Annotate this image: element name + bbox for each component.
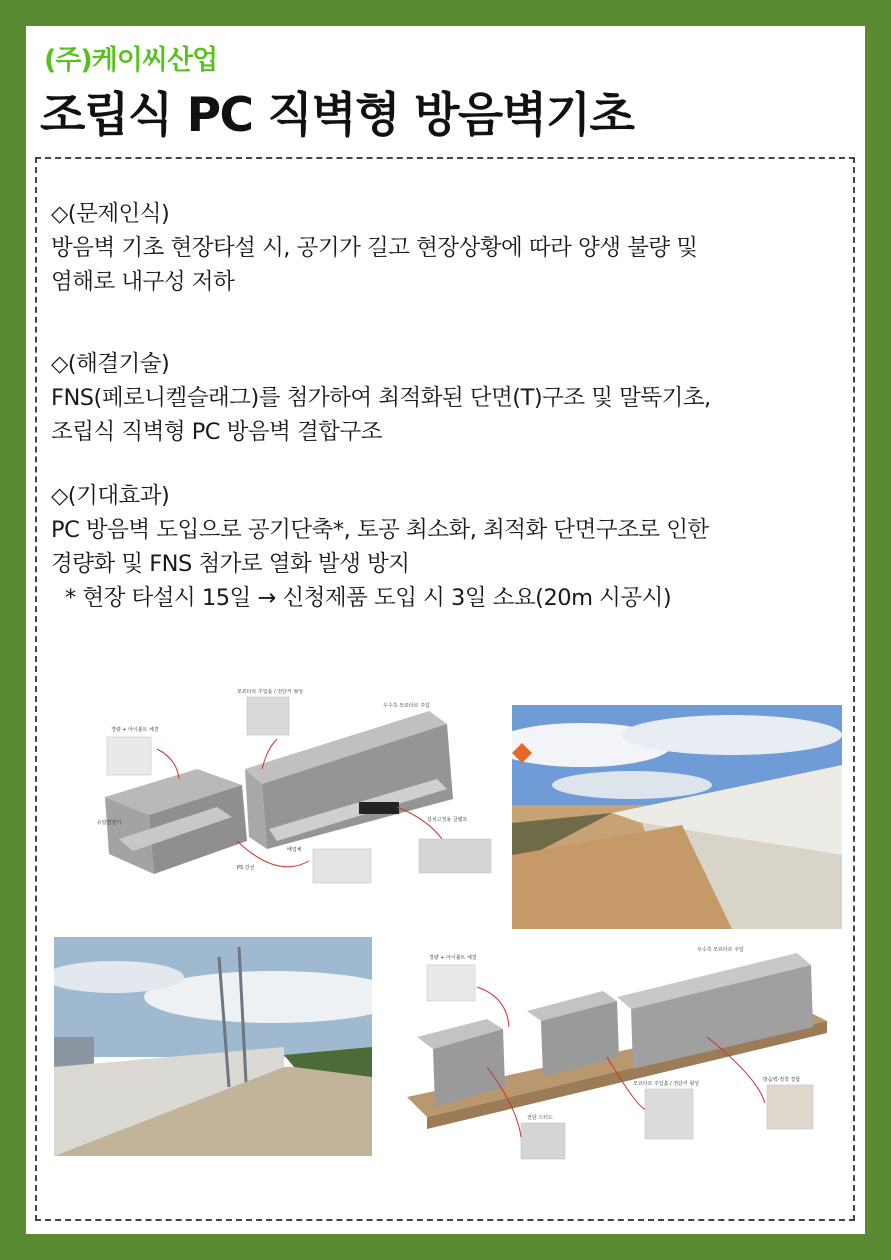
pc-assembly-diagram <box>407 937 837 1163</box>
section-line: FNS(페로니켈슬래그)를 첨가하여 최적화된 단면(T)구조 및 말뚝기초, <box>51 385 711 411</box>
company-name: (주)케이씨산업 <box>44 45 218 76</box>
section-heading: ◇(해결기술) <box>51 351 170 377</box>
section-effect <box>51 479 709 615</box>
diagram-label: 우수측 모르타르 주입 <box>697 947 744 953</box>
section-line: PC 방음벽 도입으로 공기단축*, 토공 최소화, 최적화 단면구조로 인한 <box>51 517 709 543</box>
pc-wall-diagram <box>97 689 509 899</box>
section-solution <box>51 347 711 449</box>
section-heading: ◇(문제인식) <box>51 201 170 227</box>
diagram-label: 방음벽-정착 결합 <box>763 1077 801 1083</box>
diagram-label: PS 강선 <box>237 865 255 871</box>
diagram-label: 유압연결기 <box>97 820 122 826</box>
section-note: * 현장 타설시 15일 → 신청제품 도입 시 3일 소요(20m 시공시) <box>65 585 672 611</box>
diagram-label: 설치고정용 클램프 <box>427 817 468 823</box>
content-panel <box>35 157 855 1221</box>
section-heading: ◇(기대효과) <box>51 483 170 509</box>
poster-sheet <box>26 26 865 1234</box>
section-problem <box>51 197 698 299</box>
diagram-label: 경량 + 아이볼트 체결 <box>429 955 477 961</box>
section-line: 염해로 내구성 저하 <box>51 269 235 295</box>
diagram-label: 우수측 모르타르 주입 <box>383 703 430 709</box>
diagram-label: 전단 스터드 <box>527 1115 553 1121</box>
page-title: 조립식 PC 직벽형 방음벽기초 <box>40 88 634 143</box>
site-photo-construction <box>512 705 842 929</box>
section-line: 조립식 직벽형 PC 방음벽 결합구조 <box>51 419 382 445</box>
diagram-label: 배업체 <box>287 847 302 853</box>
diagram-label: 모르타르 주입홀 / 전단키 형성 <box>237 689 304 695</box>
section-line: 방음벽 기초 현장타설 시, 공기가 길고 현장상황에 따라 양생 불량 및 <box>51 235 698 261</box>
section-line: 경량화 및 FNS 첨가로 열화 발생 방지 <box>51 551 410 577</box>
site-photo-completed-wall <box>54 937 372 1156</box>
diagram-label: 경량 + 아이볼트 체결 <box>111 727 159 733</box>
diagram-label: 모르타르 주입홀 / 전단키 형성 <box>633 1081 700 1087</box>
